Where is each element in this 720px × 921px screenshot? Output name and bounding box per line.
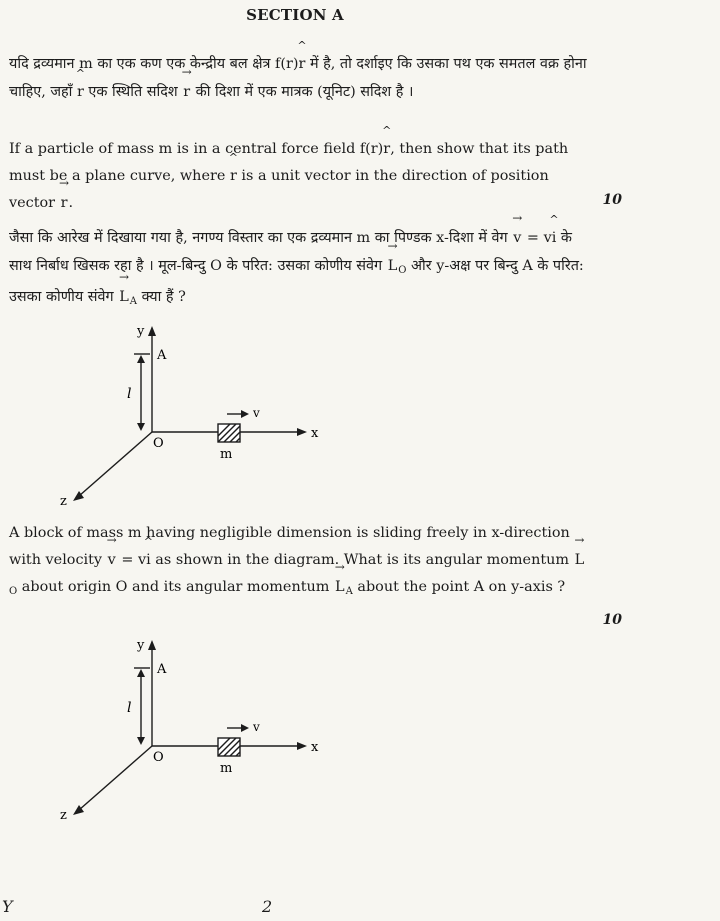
section-heading: SECTION A (246, 6, 344, 24)
length-label: l (127, 700, 132, 716)
angular-momentum-o: → L (574, 547, 586, 574)
mass-label: m (220, 761, 233, 776)
axes-diagram-2 (55, 632, 335, 822)
y-axis-label: y (137, 638, 145, 653)
y-axis-label: y (137, 324, 145, 339)
angular-momentum-a: → L (334, 574, 346, 601)
velocity-vector: → v (512, 225, 522, 253)
origin-label: O (153, 750, 164, 765)
length-label: l (127, 386, 132, 402)
axes-diagram-1 (55, 318, 335, 508)
origin-label: O (153, 436, 164, 451)
unit-vector-r: ^ r (77, 79, 84, 107)
unit-vector-r: ^ r (298, 51, 305, 79)
q2-marks: 10 (602, 612, 622, 628)
corner-handwritten-mark: Y (2, 897, 13, 916)
x-axis-label: x (311, 426, 319, 441)
q1-hindi-text: यदि द्रव्यमान m का एक कण एक केन्द्रीय बल क्षेत्र f(r)^ r में है, तो दर्शाइए कि उसका पथ एक समतल वक्र होना चाहिए, जहाँ ^ r एक स्थिति सदिश → r की दिशा में एक मात्रक (यूनिट) सदिश है । (9, 51, 591, 106)
unit-vector-r: ^ r (383, 136, 390, 163)
mass-label: m (220, 447, 233, 462)
velocity-label: v (253, 720, 260, 734)
q2-english-text: A block of mass m having negligible dimension is sliding freely in x-direction with velocity → v = v^ i as shown in the diagram. What is its angular momentum → $L_O$ about origin O and its angular momentum → $L_A$ about the point A on y-axis ? (9, 520, 591, 606)
position-vector-r: → r (182, 79, 191, 107)
z-axis-label: z (60, 494, 67, 508)
velocity-vector: → v (107, 547, 117, 574)
angular-momentum-o: → L (387, 253, 399, 281)
unit-vector-i: ^ i (552, 225, 557, 253)
q1-english-text: If a particle of mass m is in a central force field f(r)^ r, then show that its path must be a plane curve, where ^ r is a unit vector in the direction of position vector → r. (9, 136, 591, 218)
angular-momentum-a: → L (118, 284, 130, 312)
unit-vector-i: ^ i (146, 547, 151, 574)
position-vector-r: → r (60, 190, 69, 217)
unit-vector-r: ^ r (230, 163, 237, 190)
q2-hindi-text: जैसा कि आरेख में दिखाया गया है, नगण्य विस्तार का एक द्रव्यमान m का पिण्डक x-दिशा में वेग → v = v^ i के साथ निर्बाध खिसक रहा है । मूल-बिन्दु O के परित: उसका कोणीय संवेग → $L_O$ और y-अक्ष पर बिन्दु A के परित: उसका कोणीय संवेग → $L_A$ क्या हैं ? (9, 225, 591, 316)
point-a-label: A (157, 348, 167, 363)
q1-marks: 10 (602, 192, 622, 208)
x-axis-label: x (311, 740, 319, 755)
z-axis-label: z (60, 808, 67, 822)
velocity-label: v (253, 406, 260, 420)
point-a-label: A (157, 662, 167, 677)
page-number: 2 (262, 897, 273, 916)
